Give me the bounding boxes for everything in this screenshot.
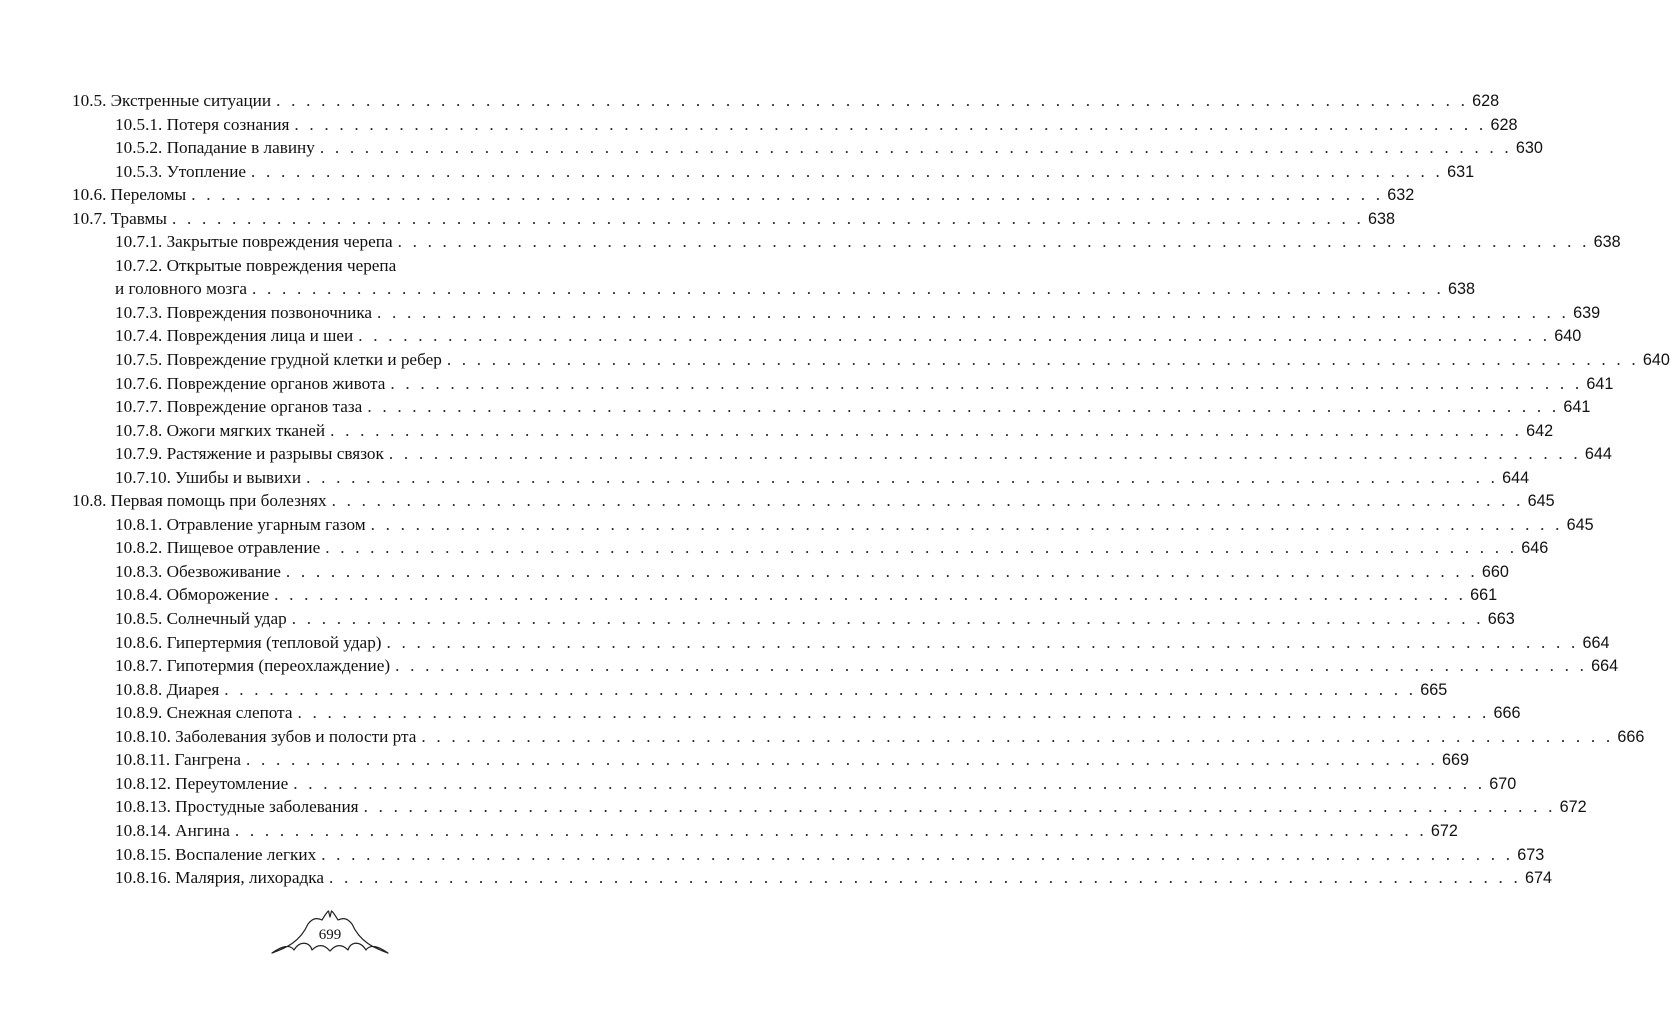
toc-entry xyxy=(72,466,1530,490)
toc-entry-title: Ожоги мягких тканей xyxy=(166,420,326,440)
toc-entry xyxy=(72,654,1619,678)
toc-entry-label xyxy=(115,466,301,490)
toc-entry-page: 666 xyxy=(1617,727,1645,746)
toc-entry xyxy=(72,866,1553,890)
toc-entry-page: 672 xyxy=(1430,821,1458,840)
toc-entry-number: 10.8.4. xyxy=(115,585,163,605)
toc-entry-label xyxy=(115,348,442,372)
toc-entry-number: 10.8.6. xyxy=(115,632,163,652)
dot-leader: . . . . . . . . . . . . . . . . . . . . . . . . . . . . . . . . . . . . . . . . . . . . . . . . . . . . . . . . . . . . . . . . . . . . . . . . . . . . . . . . xyxy=(331,491,1524,511)
toc-entry-label xyxy=(115,513,366,537)
toc-entry-title-line1 xyxy=(115,254,583,278)
toc-entry-title: Гипертермия (тепловой удар) xyxy=(166,632,382,652)
toc-entry-number: 10.8.15. xyxy=(115,844,171,864)
toc-entry-number: 10.5.1. xyxy=(115,114,163,134)
toc-entry-label xyxy=(115,725,416,749)
toc-entry-number: 10.8.16. xyxy=(115,868,171,888)
toc-entry-page: 645 xyxy=(1566,515,1594,534)
toc-entry-label xyxy=(115,560,281,584)
toc-entry-number: 10.8.12. xyxy=(115,773,171,793)
toc-entry-title: Растяжение и разрывы связок xyxy=(166,444,384,464)
toc-entry-page: 645 xyxy=(1527,492,1555,511)
toc-entry-label xyxy=(115,843,316,867)
dot-leader: . . . . . . . . . . . . . . . . . . . . . . . . . . . . . . . . . . . . . . . . . . . . . . . . . . . . . . . . . . . . . . . . . . . . . . . . . . . . . . . . xyxy=(446,350,1639,370)
dot-leader: . . . . . . . . . . . . . . . . . . . . . . . . . . . . . . . . . . . . . . . . . . . . . . . . . . . . . . . . . . . . . . . . . . . . . . . . . . . . . . . . xyxy=(397,232,1590,252)
toc-entry-label xyxy=(115,631,382,655)
toc-entry-number: 10.8.8. xyxy=(115,679,163,699)
dot-leader: . . . . . . . . . . . . . . . . . . . . . . . . . . . . . . . . . . . . . . . . . . . . . . . . . . . . . . . . . . . . . . . . . . . . . . . . . . . . . . . . xyxy=(294,114,1487,134)
toc-entry-title: Гангрена xyxy=(174,750,241,770)
toc-entry-page: 664 xyxy=(1591,657,1619,676)
toc-entry-title-line2: и головного мозга xyxy=(115,279,248,299)
toc-entry-title: Воспаление легких xyxy=(175,844,317,864)
toc-entry xyxy=(72,701,1521,725)
toc-entry-number: 10.8.5. xyxy=(115,609,163,629)
toc-entry-number: 10.8.3. xyxy=(115,561,163,581)
toc-entry xyxy=(72,372,1614,396)
toc-entry-page: 666 xyxy=(1493,704,1521,723)
toc-entry-page: 669 xyxy=(1441,751,1469,770)
dot-leader: . . . . . . . . . . . . . . . . . . . . . . . . . . . . . . . . . . . . . . . . . . . . . . . . . . . . . . . . . . . . . . . . . . . . . . . . . . . . . . . . xyxy=(329,868,1522,888)
toc-entry-number: 10.7.8. xyxy=(115,420,163,440)
toc-entry-number: 10.7.1. xyxy=(115,232,163,252)
dot-leader: . . . . . . . . . . . . . . . . . . . . . . . . . . . . . . . . . . . . . . . . . . . . . . . . . . . . . . . . . . . . . . . . . . . . . . . . . . . . . . . . xyxy=(388,444,1581,464)
toc-entry-title: Повреждение грудной клетки и ребер xyxy=(166,350,442,370)
toc-entry-title: Снежная слепота xyxy=(166,703,293,723)
toc-entry xyxy=(72,513,1594,537)
dot-leader: . . . . . . . . . . . . . . . . . . . . . . . . . . . . . . . . . . . . . . . . . . . . . . . . . . . . . . . . . . . . . . . . . . . . . . . . . . . . . . . . xyxy=(224,679,1417,699)
toc-entry-label xyxy=(115,160,246,184)
toc-entry-title: Ангина xyxy=(175,820,230,840)
toc-entry-page: 660 xyxy=(1481,562,1509,581)
toc-entry-label xyxy=(115,701,293,725)
toc-entry-label xyxy=(115,136,315,160)
toc-entry xyxy=(72,442,1612,466)
toc-entry-label xyxy=(115,678,219,702)
toc-entry xyxy=(72,536,1549,560)
toc-entry-number: 10.8.13. xyxy=(115,797,171,817)
toc-entry-number: 10.7.3. xyxy=(115,302,163,322)
toc-entry-label xyxy=(115,230,393,254)
toc-entry-title: Обезвоживание xyxy=(166,561,281,581)
toc-entry-label xyxy=(115,772,288,796)
toc-entry-number: 10.5. xyxy=(72,91,107,110)
toc-entry-title: Обморожение xyxy=(166,585,270,605)
dot-leader: . . . . . . . . . . . . . . . . . . . . . . . . . . . . . . . . . . . . . . . . . . . . . . . . . . . . . . . . . . . . . . . . . . . . . . . . . . . . . . . . xyxy=(291,609,1484,629)
toc-entry-page: 631 xyxy=(1447,162,1475,181)
toc-entry-number: 10.7.2. xyxy=(115,255,163,275)
dot-leader: . . . . . . . . . . . . . . . . . . . . . . . . . . . . . . . . . . . . . . . . . . . . . . . . . . . . . . . . . . . . . . . . . . . . . . . . . . . . . . . . xyxy=(245,750,1438,770)
toc-entry xyxy=(72,678,1448,702)
toc-entry-number: 10.8. xyxy=(72,491,107,511)
toc-entry-title: Заболевания зубов и полости рта xyxy=(175,726,417,746)
toc-entry-title: Отравление угарным газом xyxy=(166,514,366,534)
toc-entry-label xyxy=(115,324,353,348)
toc-entry-page: 670 xyxy=(1489,774,1517,793)
toc-entry-label xyxy=(115,819,230,843)
toc-entry xyxy=(72,230,1621,254)
toc-entry-title: Малярия, лихорадка xyxy=(175,868,324,888)
toc-entry xyxy=(72,89,1500,113)
toc-entry xyxy=(72,489,1555,513)
toc-entry xyxy=(72,819,1458,843)
toc-entry xyxy=(72,607,1515,631)
table-of-contents xyxy=(72,89,1670,890)
toc-entry-title: Травмы xyxy=(110,208,167,228)
toc-entry-label xyxy=(115,866,324,890)
toc-entry-number: 10.7. xyxy=(72,208,107,228)
toc-entry-title: Ушибы и вывихи xyxy=(175,467,302,487)
toc-entry-number: 10.8.14. xyxy=(115,820,171,840)
toc-entry-number: 10.7.7. xyxy=(115,397,163,417)
dot-leader: . . . . . . . . . . . . . . . . . . . . . . . . . . . . . . . . . . . . . . . . . . . . . . . . . . . . . . . . . . . . . . . . . . . . . . . . . . . . . . . . xyxy=(367,397,1560,417)
dot-leader: . . . . . . . . . . . . . . . . . . . . . . . . . . . . . . . . . . . . . . . . . . . . . . . . . . . . . . . . . . . . . . . . . . . . . . . . . . . . . . . . xyxy=(251,161,1444,181)
toc-entry-title: Экстренные ситуации xyxy=(110,91,272,110)
toc-entry xyxy=(72,725,1645,749)
toc-entry-number: 10.7.9. xyxy=(115,444,163,464)
toc-entry-page: 664 xyxy=(1582,633,1610,652)
toc-entry-page: 644 xyxy=(1584,445,1612,464)
toc-entry-page: 665 xyxy=(1420,680,1448,699)
dot-leader: . . . . . . . . . . . . . . . . . . . . . . . . . . . . . . . . . . . . . . . . . . . . . . . . . . . . . . . . . . . . . . . . . . . . . . . . . . . . . . . . xyxy=(171,208,1364,228)
toc-entry-number: 10.8.2. xyxy=(115,538,163,558)
toc-entry xyxy=(72,772,1517,796)
toc-entry-page: 638 xyxy=(1368,209,1396,228)
toc-entry-number: 10.7.4. xyxy=(115,326,163,346)
toc-entry-title: Попадание в лавину xyxy=(166,138,315,158)
toc-entry-label xyxy=(72,489,327,513)
dot-leader: . . . . . . . . . . . . . . . . . . . . . . . . . . . . . . . . . . . . . . . . . . . . . . . . . . . . . . . . . . . . . . . . . . . . . . . . . . . . . . . . xyxy=(330,420,1523,440)
toc-entry xyxy=(72,560,1509,584)
dot-leader: . . . . . . . . . . . . . . . . . . . . . . . . . . . . . . . . . . . . . . . . . . . . . . . . . . . . . . . . . . . . . . . . . . . . . . . . . . . . . . . . xyxy=(293,773,1486,793)
toc-entry xyxy=(72,843,1545,867)
toc-entry-title: Повреждения позвоночника xyxy=(166,302,373,322)
toc-entry-title: Гипотермия (переохлаждение) xyxy=(166,656,391,676)
dot-leader: . . . . . . . . . . . . . . . . . . . . . . . . . . . . . . . . . . . . . . . . . . . . . . . . . . . . . . . . . . . . . . . . . . . . . . . . . . . . . . . . xyxy=(325,538,1518,558)
toc-entry xyxy=(72,583,1498,607)
toc-entry-page: 641 xyxy=(1563,398,1591,417)
toc-entry-page: 640 xyxy=(1642,351,1670,370)
toc-entry-page: 646 xyxy=(1521,539,1549,558)
dot-leader: . . . . . . . . . . . . . . . . . . . . . . . . . . . . . . . . . . . . . . . . . . . . . . . . . . . . . . . . . . . . . . . . . . . . . . . . . . . . . . . . xyxy=(363,797,1556,817)
toc-entry xyxy=(72,419,1554,443)
toc-entry-page: 644 xyxy=(1502,468,1530,487)
toc-entry-page: 628 xyxy=(1490,115,1518,134)
toc-entry xyxy=(72,254,1476,301)
toc-entry-page: 630 xyxy=(1515,139,1543,158)
dot-leader: . . . . . . . . . . . . . . . . . . . . . . . . . . . . . . . . . . . . . . . . . . . . . . . . . . . . . . . . . . . . . . . . . . . . . . . . . . . . . . . . xyxy=(377,302,1570,322)
toc-entry xyxy=(72,183,1415,207)
dot-leader: . . . . . . . . . . . . . . . . . . . . . . . . . . . . . . . . . . . . . . . . . . . . . . . . . . . . . . . . . . . . . . . . . . . . . . . . . . . . . . . . xyxy=(234,820,1427,840)
toc-entry-number: 10.5.2. xyxy=(115,138,163,158)
toc-entry-page: 640 xyxy=(1554,327,1582,346)
toc-entry-page: 639 xyxy=(1573,303,1601,322)
dot-leader: . . . . . . . . . . . . . . . . . . . . . . . . . . . . . . . . . . . . . . . . . . . . . . . . . . . . . . . . . . . . . . . . . . . . . . . . . . . . . . . . xyxy=(252,279,1445,299)
toc-entry-title: Потеря сознания xyxy=(166,114,290,134)
toc-entry-label xyxy=(115,419,325,443)
toc-entry xyxy=(72,748,1469,772)
toc-entry-title: Переломы xyxy=(110,185,187,205)
toc-entry-number: 10.8.11. xyxy=(115,750,171,770)
toc-entry-label xyxy=(115,607,287,631)
dot-leader: . . . . . . . . . . . . . . . . . . . . . . . . . . . . . . . . . . . . . . . . . . . . . . . . . . . . . . . . . . . . . . . . . . . . . . . . . . . . . . . . xyxy=(297,703,1490,723)
dot-leader: . . . . . . . . . . . . . . . . . . . . . . . . . . . . . . . . . . . . . . . . . . . . . . . . . . . . . . . . . . . . . . . . . . . . . . . . . . . . . . . . xyxy=(306,467,1499,487)
toc-entry xyxy=(72,795,1587,819)
toc-entry-number: 10.8.1. xyxy=(115,514,163,534)
dot-leader: . . . . . . . . . . . . . . . . . . . . . . . . . . . . . . . . . . . . . . . . . . . . . . . . . . . . . . . . . . . . . . . . . . . . . . . . . . . . . . . . xyxy=(319,138,1512,158)
toc-entry xyxy=(72,348,1670,372)
dot-leader: . . . . . . . . . . . . . . . . . . . . . . . . . . . . . . . . . . . . . . . . . . . . . . . . . . . . . . . . . . . . . . . . . . . . . . . . . . . . . . . . xyxy=(386,632,1579,652)
toc-entry-page: 628 xyxy=(1472,92,1500,110)
toc-entry-title: Солнечный удар xyxy=(166,609,287,629)
toc-entry-label xyxy=(115,583,269,607)
page-folio xyxy=(270,908,390,958)
toc-entry-label xyxy=(72,207,167,231)
toc-entry xyxy=(72,324,1582,348)
toc-entry-title: Переутомление xyxy=(175,773,289,793)
toc-entry-label xyxy=(72,183,186,207)
dot-leader: . . . . . . . . . . . . . . . . . . . . . . . . . . . . . . . . . . . . . . . . . . . . . . . . . . . . . . . . . . . . . . . . . . . . . . . . . . . . . . . . xyxy=(358,326,1551,346)
toc-entry-title: Открытые повреждения черепа xyxy=(166,255,397,275)
toc-entry-label xyxy=(115,372,385,396)
toc-entry-number: 10.5.3. xyxy=(115,161,163,181)
toc-entry xyxy=(72,631,1610,655)
dot-leader: . . . . . . . . . . . . . . . . . . . . . . . . . . . . . . . . . . . . . . . . . . . . . . . . . . . . . . . . . . . . . . . . . . . . . . . . . . . . . . . . xyxy=(390,373,1583,393)
toc-entry-title: Диарея xyxy=(166,679,220,699)
toc-entry-number: 10.7.10. xyxy=(115,467,171,487)
toc-entry-page: 674 xyxy=(1525,869,1553,888)
toc-entry xyxy=(72,207,1396,231)
toc-entry-title: Утопление xyxy=(166,161,247,181)
toc-entry-title: Повреждение органов живота xyxy=(166,373,386,393)
toc-entry-title: Повреждение органов таза xyxy=(166,397,363,417)
toc-entry-page: 661 xyxy=(1470,586,1498,605)
toc-entry-label xyxy=(115,536,320,560)
toc-entry xyxy=(72,113,1518,137)
page-number: 699 xyxy=(318,927,342,943)
toc-entry-page: 673 xyxy=(1517,845,1545,864)
toc-entry xyxy=(72,160,1475,184)
toc-entry-page: 632 xyxy=(1387,186,1415,205)
toc-entry-number: 10.7.5. xyxy=(115,350,163,370)
toc-entry-number: 10.6. xyxy=(72,185,107,205)
toc-entry xyxy=(72,136,1543,160)
toc-entry-label xyxy=(115,395,362,419)
dot-leader: . . . . . . . . . . . . . . . . . . . . . . . . . . . . . . . . . . . . . . . . . . . . . . . . . . . . . . . . . . . . . . . . . . . . . . . . . . . . . . . . xyxy=(191,185,1384,205)
toc-entry-number: 10.8.9. xyxy=(115,703,163,723)
toc-entry-number: 10.8.7. xyxy=(115,656,163,676)
toc-entry-title: Простудные заболевания xyxy=(175,797,359,817)
toc-entry-label xyxy=(115,442,384,466)
dot-leader: . . . . . . . . . . . . . . . . . . . . . . . . . . . . . . . . . . . . . . . . . . . . . . . . . . . . . . . . . . . . . . . . . . . . . . . . . . . . . . . . xyxy=(321,844,1514,864)
dot-leader: . . . . . . . . . . . . . . . . . . . . . . . . . . . . . . . . . . . . . . . . . . . . . . . . . . . . . . . . . . . . . . . . . . . . . . . . . . . . . . . . xyxy=(274,585,1467,605)
toc-entry-page: 638 xyxy=(1593,233,1621,252)
toc-entry-label xyxy=(115,113,289,137)
toc-entry-title: Первая помощь при болезнях xyxy=(110,491,327,511)
dot-leader: . . . . . . . . . . . . . . . . . . . . . . . . . . . . . . . . . . . . . . . . . . . . . . . . . . . . . . . . . . . . . . . . . . . . . . . . . . . . . . . . xyxy=(285,561,1478,581)
dot-leader: . . . . . . . . . . . . . . . . . . . . . . . . . . . . . . . . . . . . . . . . . . . . . . . . . . . . . . . . . . . . . . . . . . . . . . . . . . . . . . . . xyxy=(395,656,1588,676)
toc-entry-page: 642 xyxy=(1526,421,1554,440)
toc-entry xyxy=(72,395,1591,419)
toc-entry-label xyxy=(115,795,359,819)
toc-entry-page: 641 xyxy=(1586,374,1614,393)
toc-entry-title: Закрытые повреждения черепа xyxy=(166,232,393,252)
dot-leader: . . . . . . . . . . . . . . . . . . . . . . . . . . . . . . . . . . . . . . . . . . . . . . . . . . . . . . . . . . . . . . . . . . . . . . . . . . . . . . . . xyxy=(276,91,1469,110)
toc-entry-label xyxy=(115,301,372,325)
toc-entry-page: 663 xyxy=(1487,610,1515,629)
toc-entry-title: Повреждения лица и шеи xyxy=(166,326,354,346)
dot-leader: . . . . . . . . . . . . . . . . . . . . . . . . . . . . . . . . . . . . . . . . . . . . . . . . . . . . . . . . . . . . . . . . . . . . . . . . . . . . . . . . xyxy=(421,726,1614,746)
toc-entry-number: 10.8.10. xyxy=(115,726,171,746)
toc-entry xyxy=(72,301,1601,325)
toc-entry-label xyxy=(72,89,271,113)
toc-entry-label xyxy=(115,748,241,772)
toc-entry-number: 10.7.6. xyxy=(115,373,163,393)
toc-entry-title: Пищевое отравление xyxy=(166,538,321,558)
toc-entry-page: 638 xyxy=(1448,280,1476,299)
toc-entry-page: 672 xyxy=(1559,798,1587,817)
toc-entry-label xyxy=(115,654,390,678)
dot-leader: . . . . . . . . . . . . . . . . . . . . . . . . . . . . . . . . . . . . . . . . . . . . . . . . . . . . . . . . . . . . . . . . . . . . . . . . . . . . . . . . xyxy=(370,514,1563,534)
